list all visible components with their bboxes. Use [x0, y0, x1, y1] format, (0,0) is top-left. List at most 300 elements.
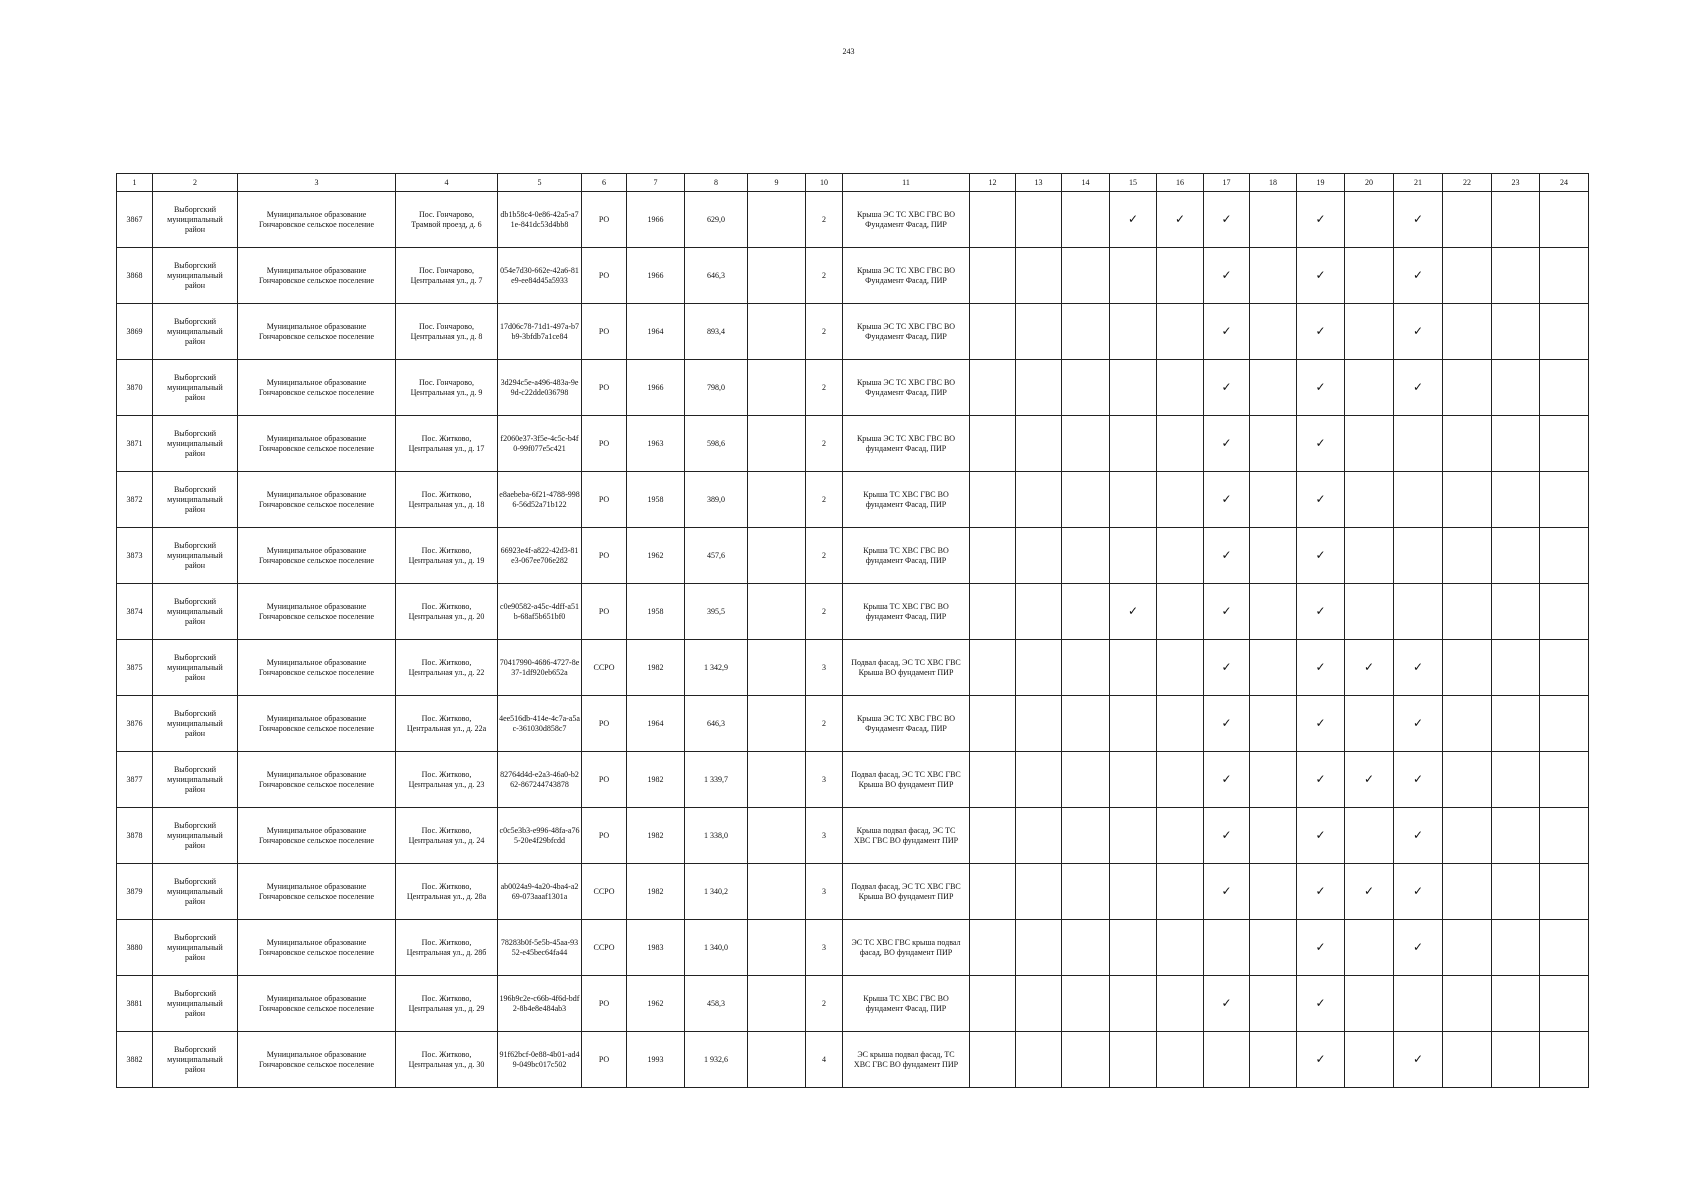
column-12-cell [970, 248, 1016, 304]
column-21-cell [1394, 360, 1443, 416]
row-number-cell: 3872 [117, 472, 153, 528]
address-cell: Пос. Житково, Центральная ул., д. 28а [396, 864, 498, 920]
column-21-cell [1394, 976, 1443, 1032]
municipality-cell: Муниципальное образование Гончаровское сельское поселение [238, 752, 396, 808]
address-cell: Пос. Житково, Центральная ул., д. 29 [396, 976, 498, 1032]
column-20-cell [1345, 640, 1394, 696]
column-24-cell [1540, 808, 1589, 864]
check-mark-icon: ✓ [1363, 771, 1375, 786]
column-15-cell [1110, 920, 1157, 976]
address-cell: Пос. Житково, Центральная ул., д. 19 [396, 528, 498, 584]
municipality-cell: Муниципальное образование Гончаровское сельское поселение [238, 808, 396, 864]
column-header-24: 24 [1540, 174, 1589, 192]
building-id-cell: 196b9c2e-c66b-4f6d-bdf2-8b4e8e484ab3 [498, 976, 582, 1032]
check-mark-icon: ✓ [1363, 659, 1375, 674]
check-mark-icon: ✓ [1315, 659, 1326, 674]
row-number-cell: 3880 [117, 920, 153, 976]
district-cell: Выборгский муниципальный район [153, 528, 238, 584]
column-20-cell [1345, 584, 1394, 640]
column-24-cell [1540, 920, 1589, 976]
column-13-cell [1016, 1032, 1062, 1088]
check-mark-icon: ✓ [1412, 1051, 1424, 1066]
column-23-cell [1492, 304, 1540, 360]
column-12-cell [970, 528, 1016, 584]
column-header-22: 22 [1443, 174, 1492, 192]
check-mark-icon: ✓ [1315, 995, 1326, 1010]
district-cell: Выборгский муниципальный район [153, 472, 238, 528]
check-mark-icon: ✓ [1221, 211, 1232, 226]
municipality-cell: Муниципальное образование Гончаровское сельское поселение [238, 248, 396, 304]
building-id-cell: 66923e4f-a822-42d3-81e3-067ee706e282 [498, 528, 582, 584]
year-built-cell: 1964 [627, 696, 685, 752]
column-12-cell [970, 192, 1016, 248]
column-17-cell [1204, 640, 1250, 696]
row-number-cell: 3875 [117, 640, 153, 696]
column-20-cell [1345, 920, 1394, 976]
check-mark-icon: ✓ [1315, 715, 1326, 730]
column-21-cell [1394, 248, 1443, 304]
column-9-cell [748, 584, 806, 640]
column-15-cell [1110, 752, 1157, 808]
area-cell: 629,0 [685, 192, 748, 248]
floors-cell: 3 [806, 864, 843, 920]
column-24-cell [1540, 864, 1589, 920]
column-13-cell [1016, 808, 1062, 864]
floors-cell: 2 [806, 528, 843, 584]
column-12-cell [970, 752, 1016, 808]
floors-cell: 2 [806, 192, 843, 248]
table-row [117, 192, 1589, 248]
column-22-cell [1443, 752, 1492, 808]
check-mark-icon: ✓ [1315, 379, 1326, 394]
year-built-cell: 1982 [627, 808, 685, 864]
works-list-cell: Крыша ЭС ТС ХВС ГВС ВО Фундамент Фасад, ПИР [843, 304, 970, 360]
column-20-cell [1345, 192, 1394, 248]
building-id-cell: 78283b0f-5e5b-45aa-9352-e45bec64fa44 [498, 920, 582, 976]
building-id-cell: 91f62bcf-0e88-4b01-ad49-049bc017c502 [498, 1032, 582, 1088]
column-20-cell [1345, 360, 1394, 416]
building-id-cell: 17d06c78-71d1-497a-b7b9-3bfdb7a1ce84 [498, 304, 582, 360]
column-23-cell [1492, 1032, 1540, 1088]
check-mark-icon: ✓ [1412, 771, 1424, 786]
year-built-cell: 1966 [627, 192, 685, 248]
column-13-cell [1016, 472, 1062, 528]
column-23-cell [1492, 360, 1540, 416]
year-built-cell: 1964 [627, 304, 685, 360]
column-9-cell [748, 416, 806, 472]
column-23-cell [1492, 192, 1540, 248]
column-16-cell [1157, 528, 1204, 584]
column-13-cell [1016, 360, 1062, 416]
column-14-cell [1062, 584, 1110, 640]
column-16-cell [1157, 1032, 1204, 1088]
district-cell: Выборгский муниципальный район [153, 1032, 238, 1088]
row-number-cell: 3871 [117, 416, 153, 472]
column-16-cell [1157, 808, 1204, 864]
table-row [117, 360, 1589, 416]
area-cell: 598,6 [685, 416, 748, 472]
column-header-23: 23 [1492, 174, 1540, 192]
column-header-16: 16 [1157, 174, 1204, 192]
fund-type-cell: РО [582, 696, 627, 752]
column-12-cell [970, 472, 1016, 528]
column-15-cell [1110, 696, 1157, 752]
column-20-cell [1345, 864, 1394, 920]
column-13-cell [1016, 696, 1062, 752]
address-cell: Пос. Житково, Центральная ул., д. 22 [396, 640, 498, 696]
column-header-20: 20 [1345, 174, 1394, 192]
column-15-cell [1110, 864, 1157, 920]
column-21-cell [1394, 808, 1443, 864]
district-cell: Выборгский муниципальный район [153, 696, 238, 752]
column-22-cell [1443, 976, 1492, 1032]
check-mark-icon: ✓ [1127, 603, 1139, 618]
column-21-cell [1394, 304, 1443, 360]
year-built-cell: 1962 [627, 528, 685, 584]
column-16-cell [1157, 584, 1204, 640]
column-17-cell [1204, 528, 1250, 584]
column-19-cell [1297, 752, 1345, 808]
column-17-cell [1204, 752, 1250, 808]
fund-type-cell: РО [582, 976, 627, 1032]
column-header-14: 14 [1062, 174, 1110, 192]
year-built-cell: 1982 [627, 864, 685, 920]
column-14-cell [1062, 976, 1110, 1032]
column-18-cell [1250, 248, 1297, 304]
address-cell: Пос. Житково, Центральная ул., д. 28б [396, 920, 498, 976]
municipality-cell: Муниципальное образование Гончаровское сельское поселение [238, 696, 396, 752]
building-id-cell: 4ee516db-414e-4c7a-a5ac-361030d858c7 [498, 696, 582, 752]
check-mark-icon: ✓ [1315, 267, 1326, 282]
fund-type-cell: ССРО [582, 864, 627, 920]
year-built-cell: 1963 [627, 416, 685, 472]
table-row [117, 584, 1589, 640]
column-19-cell [1297, 1032, 1345, 1088]
area-cell: 1 340,2 [685, 864, 748, 920]
column-19-cell [1297, 696, 1345, 752]
address-cell: Пос. Житково, Центральная ул., д. 30 [396, 1032, 498, 1088]
address-cell: Пос. Гончарово, Центральная ул., д. 8 [396, 304, 498, 360]
column-9-cell [748, 472, 806, 528]
year-built-cell: 1958 [627, 472, 685, 528]
column-header-21: 21 [1394, 174, 1443, 192]
column-19-cell [1297, 248, 1345, 304]
column-12-cell [970, 1032, 1016, 1088]
fund-type-cell: РО [582, 584, 627, 640]
row-number-cell: 3868 [117, 248, 153, 304]
address-cell: Пос. Житково, Центральная ул., д. 18 [396, 472, 498, 528]
column-header-13: 13 [1016, 174, 1062, 192]
municipality-cell: Муниципальное образование Гончаровское сельское поселение [238, 192, 396, 248]
check-mark-icon: ✓ [1315, 883, 1326, 898]
column-18-cell [1250, 472, 1297, 528]
municipality-cell: Муниципальное образование Гончаровское сельское поселение [238, 360, 396, 416]
column-14-cell [1062, 472, 1110, 528]
district-cell: Выборгский муниципальный район [153, 416, 238, 472]
column-13-cell [1016, 976, 1062, 1032]
column-18-cell [1250, 1032, 1297, 1088]
column-21-cell [1394, 528, 1443, 584]
column-header-2: 2 [153, 174, 238, 192]
column-14-cell [1062, 360, 1110, 416]
area-cell: 893,4 [685, 304, 748, 360]
area-cell: 1 932,6 [685, 1032, 748, 1088]
column-19-cell [1297, 304, 1345, 360]
fund-type-cell: РО [582, 472, 627, 528]
works-list-cell: Крыша ТС ХВС ГВС ВО фундамент Фасад, ПИР [843, 976, 970, 1032]
column-21-cell [1394, 752, 1443, 808]
column-22-cell [1443, 192, 1492, 248]
row-number-cell: 3870 [117, 360, 153, 416]
column-14-cell [1062, 304, 1110, 360]
works-list-cell: Крыша ТС ХВС ГВС ВО фундамент Фасад, ПИР [843, 528, 970, 584]
column-17-cell [1204, 1032, 1250, 1088]
column-15-cell [1110, 304, 1157, 360]
column-20-cell [1345, 248, 1394, 304]
column-19-cell [1297, 584, 1345, 640]
district-cell: Выборгский муниципальный район [153, 192, 238, 248]
column-23-cell [1492, 808, 1540, 864]
floors-cell: 2 [806, 584, 843, 640]
column-9-cell [748, 920, 806, 976]
column-17-cell [1204, 304, 1250, 360]
building-id-cell: f2060e37-3f5e-4c5c-b4f0-99f077e5c421 [498, 416, 582, 472]
column-23-cell [1492, 640, 1540, 696]
column-14-cell [1062, 752, 1110, 808]
column-16-cell [1157, 248, 1204, 304]
column-13-cell [1016, 528, 1062, 584]
address-cell: Пос. Гончарово, Центральная ул., д. 9 [396, 360, 498, 416]
check-mark-icon: ✓ [1315, 323, 1326, 338]
column-header-12: 12 [970, 174, 1016, 192]
column-22-cell [1443, 528, 1492, 584]
column-22-cell [1443, 472, 1492, 528]
column-17-cell [1204, 416, 1250, 472]
column-19-cell [1297, 920, 1345, 976]
column-9-cell [748, 248, 806, 304]
column-13-cell [1016, 640, 1062, 696]
check-mark-icon: ✓ [1315, 771, 1326, 786]
floors-cell: 3 [806, 920, 843, 976]
address-cell: Пос. Житково, Центральная ул., д. 17 [396, 416, 498, 472]
district-cell: Выборгский муниципальный район [153, 864, 238, 920]
check-mark-icon: ✓ [1221, 267, 1232, 282]
column-23-cell [1492, 248, 1540, 304]
column-19-cell [1297, 864, 1345, 920]
year-built-cell: 1966 [627, 248, 685, 304]
column-21-cell [1394, 920, 1443, 976]
column-12-cell [970, 360, 1016, 416]
column-22-cell [1443, 696, 1492, 752]
header-row [117, 174, 1589, 192]
column-16-cell [1157, 192, 1204, 248]
row-number-cell: 3873 [117, 528, 153, 584]
column-18-cell [1250, 808, 1297, 864]
column-17-cell [1204, 584, 1250, 640]
works-list-cell: ЭС ТС ХВС ГВС крыша подвал фасад, ВО фундамент ПИР [843, 920, 970, 976]
address-cell: Пос. Гончарово, Центральная ул., д. 7 [396, 248, 498, 304]
works-list-cell: Крыша ЭС ТС ХВС ГВС ВО Фундамент Фасад, ПИР [843, 696, 970, 752]
works-list-cell: Крыша ТС ХВС ГВС ВО фундамент Фасад, ПИР [843, 584, 970, 640]
municipality-cell: Муниципальное образование Гончаровское сельское поселение [238, 1032, 396, 1088]
municipality-cell: Муниципальное образование Гончаровское сельское поселение [238, 640, 396, 696]
column-header-8: 8 [685, 174, 748, 192]
column-18-cell [1250, 752, 1297, 808]
column-22-cell [1443, 416, 1492, 472]
column-22-cell [1443, 864, 1492, 920]
check-mark-icon: ✓ [1315, 547, 1326, 562]
column-23-cell [1492, 696, 1540, 752]
check-mark-icon: ✓ [1221, 883, 1232, 898]
column-19-cell [1297, 192, 1345, 248]
column-13-cell [1016, 416, 1062, 472]
check-mark-icon: ✓ [1412, 323, 1424, 338]
municipality-cell: Муниципальное образование Гончаровское сельское поселение [238, 584, 396, 640]
district-cell: Выборгский муниципальный район [153, 360, 238, 416]
fund-type-cell: РО [582, 416, 627, 472]
works-list-cell: Крыша ТС ХВС ГВС ВО фундамент Фасад, ПИР [843, 472, 970, 528]
check-mark-icon: ✓ [1221, 435, 1232, 450]
check-mark-icon: ✓ [1221, 379, 1232, 394]
column-9-cell [748, 752, 806, 808]
column-13-cell [1016, 192, 1062, 248]
check-mark-icon: ✓ [1412, 267, 1424, 282]
column-9-cell [748, 360, 806, 416]
column-9-cell [748, 976, 806, 1032]
column-17-cell [1204, 472, 1250, 528]
column-16-cell [1157, 976, 1204, 1032]
check-mark-icon: ✓ [1221, 603, 1232, 618]
column-9-cell [748, 528, 806, 584]
fund-type-cell: РО [582, 752, 627, 808]
check-mark-icon: ✓ [1221, 659, 1232, 674]
check-mark-icon: ✓ [1221, 771, 1232, 786]
check-mark-icon: ✓ [1315, 1051, 1326, 1066]
table-row [117, 472, 1589, 528]
column-15-cell [1110, 584, 1157, 640]
column-header-19: 19 [1297, 174, 1345, 192]
column-16-cell [1157, 752, 1204, 808]
column-21-cell [1394, 584, 1443, 640]
check-mark-icon: ✓ [1315, 603, 1326, 618]
column-15-cell [1110, 808, 1157, 864]
works-list-cell: Подвал фасад, ЭС ТС ХВС ГВС Крыша ВО фундамент ПИР [843, 640, 970, 696]
column-24-cell [1540, 528, 1589, 584]
column-15-cell [1110, 1032, 1157, 1088]
column-12-cell [970, 976, 1016, 1032]
column-9-cell [748, 808, 806, 864]
floors-cell: 2 [806, 472, 843, 528]
row-number-cell: 3876 [117, 696, 153, 752]
column-9-cell [748, 1032, 806, 1088]
floors-cell: 2 [806, 304, 843, 360]
row-number-cell: 3874 [117, 584, 153, 640]
column-20-cell [1345, 808, 1394, 864]
column-16-cell [1157, 696, 1204, 752]
floors-cell: 2 [806, 696, 843, 752]
district-cell: Выборгский муниципальный район [153, 584, 238, 640]
column-14-cell [1062, 416, 1110, 472]
check-mark-icon: ✓ [1363, 883, 1375, 898]
works-list-cell: Крыша ЭС ТС ХВС ГВС ВО Фундамент Фасад, ПИР [843, 248, 970, 304]
column-18-cell [1250, 696, 1297, 752]
column-12-cell [970, 864, 1016, 920]
column-24-cell [1540, 192, 1589, 248]
column-header-3: 3 [238, 174, 396, 192]
check-mark-icon: ✓ [1315, 491, 1326, 506]
area-cell: 389,0 [685, 472, 748, 528]
fund-type-cell: РО [582, 528, 627, 584]
column-header-4: 4 [396, 174, 498, 192]
column-23-cell [1492, 528, 1540, 584]
column-12-cell [970, 584, 1016, 640]
floors-cell: 2 [806, 416, 843, 472]
housing-register-table [116, 173, 1589, 1088]
floors-cell: 2 [806, 248, 843, 304]
column-16-cell [1157, 920, 1204, 976]
district-cell: Выборгский муниципальный район [153, 808, 238, 864]
column-24-cell [1540, 640, 1589, 696]
row-number-cell: 3881 [117, 976, 153, 1032]
column-24-cell [1540, 360, 1589, 416]
column-24-cell [1540, 752, 1589, 808]
table-row [117, 696, 1589, 752]
year-built-cell: 1958 [627, 584, 685, 640]
column-14-cell [1062, 696, 1110, 752]
check-mark-icon: ✓ [1412, 883, 1424, 898]
column-19-cell [1297, 640, 1345, 696]
column-22-cell [1443, 920, 1492, 976]
check-mark-icon: ✓ [1315, 435, 1326, 450]
column-17-cell [1204, 864, 1250, 920]
check-mark-icon: ✓ [1174, 211, 1186, 226]
column-23-cell [1492, 920, 1540, 976]
column-24-cell [1540, 248, 1589, 304]
works-list-cell: ЭС крыша подвал фасад, ТС ХВС ГВС ВО фундамент ПИР [843, 1032, 970, 1088]
column-18-cell [1250, 192, 1297, 248]
column-17-cell [1204, 696, 1250, 752]
column-21-cell [1394, 416, 1443, 472]
column-24-cell [1540, 1032, 1589, 1088]
column-18-cell [1250, 528, 1297, 584]
column-17-cell [1204, 192, 1250, 248]
column-12-cell [970, 696, 1016, 752]
year-built-cell: 1962 [627, 976, 685, 1032]
table-row [117, 1032, 1589, 1088]
column-13-cell [1016, 864, 1062, 920]
works-list-cell: Крыша подвал фасад, ЭС ТС ХВС ГВС ВО фундамент ПИР [843, 808, 970, 864]
column-22-cell [1443, 248, 1492, 304]
table-row [117, 416, 1589, 472]
municipality-cell: Муниципальное образование Гончаровское сельское поселение [238, 528, 396, 584]
year-built-cell: 1982 [627, 640, 685, 696]
fund-type-cell: ССРО [582, 920, 627, 976]
column-header-1: 1 [117, 174, 153, 192]
table-row [117, 528, 1589, 584]
works-list-cell: Крыша ЭС ТС ХВС ГВС ВО Фундамент Фасад, ПИР [843, 360, 970, 416]
area-cell: 1 339,7 [685, 752, 748, 808]
column-12-cell [970, 808, 1016, 864]
column-17-cell [1204, 808, 1250, 864]
column-22-cell [1443, 1032, 1492, 1088]
floors-cell: 4 [806, 1032, 843, 1088]
column-19-cell [1297, 808, 1345, 864]
column-12-cell [970, 304, 1016, 360]
column-22-cell [1443, 808, 1492, 864]
column-24-cell [1540, 416, 1589, 472]
floors-cell: 3 [806, 752, 843, 808]
column-header-18: 18 [1250, 174, 1297, 192]
